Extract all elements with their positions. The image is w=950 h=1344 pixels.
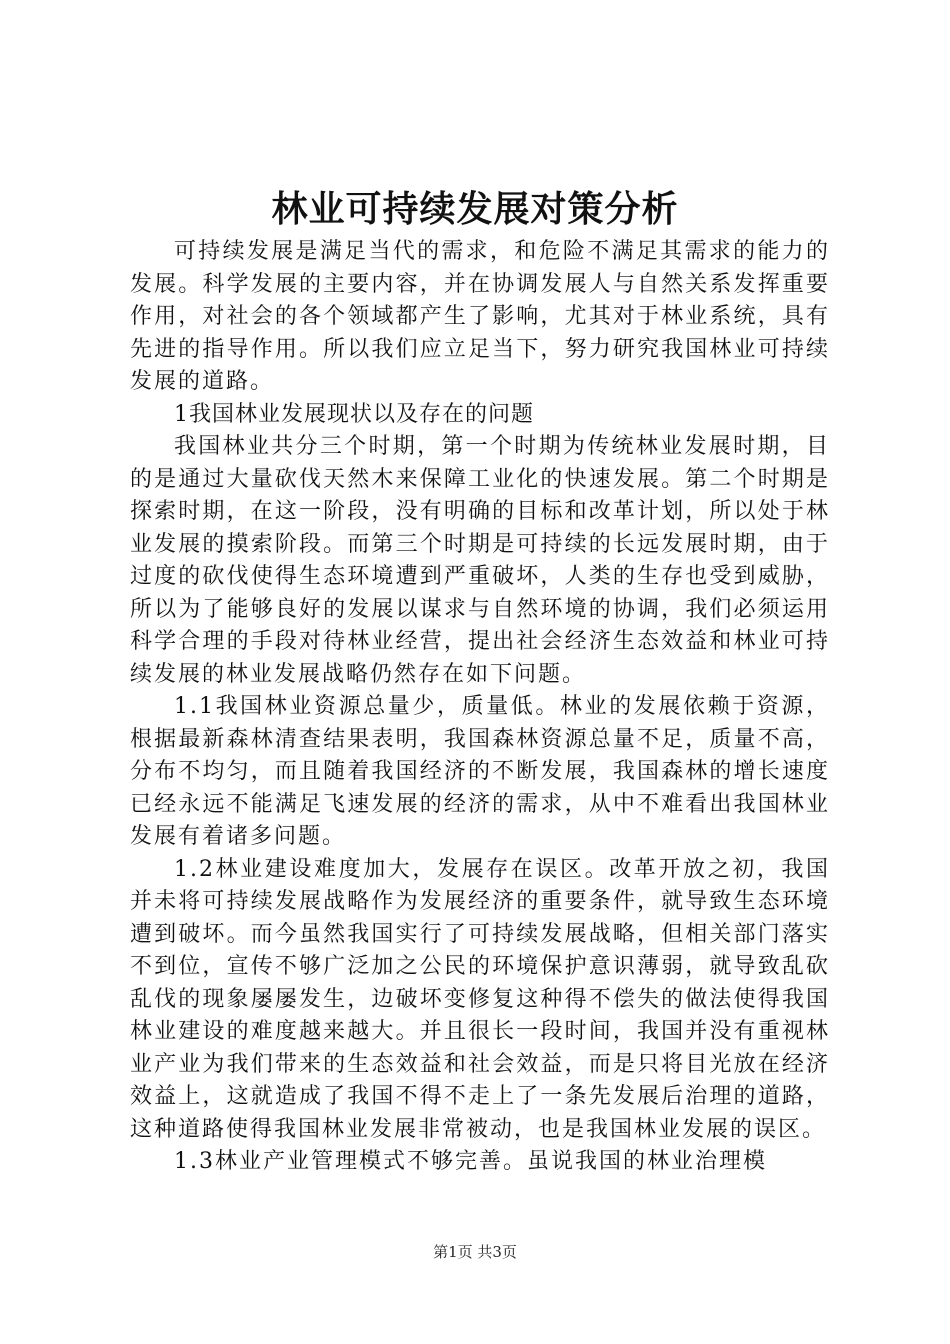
document-body <box>130 236 830 1179</box>
paragraph-1-3: 1.3林业产业管理模式不够完善。虽说我国的林业治理模 <box>174 1149 767 1174</box>
paragraph-intro: 可持续发展是满足当代的需求，和危险不满足其需求的能力的发展。科学发展的主要内容，并在协调发展人与自然关系发挥重要作用，对社会的各个领域都产生了影响，尤其对于林业系统，具有先进的指导作用。所以我们应立足当下，努力研究我国林业可持续发展的道路。 <box>130 239 830 394</box>
paragraph-1-2: 1.2林业建设难度加大，发展存在误区。改革开放之初，我国并未将可持续发展战略作为发展经济的重要条件，就导致生态环境遭到破坏。而今虽然我国实行了可持续发展战略，但相关部门落实不到位，宣传不够广泛加之公民的环境保护意识薄弱，就导致乱砍乱伐的现象屡屡发生，边破坏变修复这种得不偿失的做法使得我国林业建设的难度越来越大。并且很长一段时间，我国并没有重视林业产业为我们带来的生态效益和社会效益，而是只将目光放在经济效益上，这就造成了我国不得不走上了一条先发展后治理的道路，这种道路使得我国林业发展非常被动，也是我国林业发展的误区。 <box>130 856 830 1142</box>
document-title: 林业可持续发展对策分析 <box>271 188 679 230</box>
page-footer: 第1页 共3页 <box>433 1243 517 1261</box>
paragraph-periods: 我国林业共分三个时期，第一个时期为传统林业发展时期，目的是通过大量砍伐天然木来保障工业化的快速发展。第二个时期是探索时期，在这一阶段，没有明确的目标和改革计划，所以处于林业发展的摸索阶段。而第三个时期是可持续的长远发展时期，由于过度的砍伐使得生态环境遭到严重破坏，人类的生存也受到威胁，所以为了能够良好的发展以谋求与自然环境的协调，我们必须运用科学合理的手段对待林业经营，提出社会经济生态效益和林业可持续发展的林业发展战略仍然存在如下问题。 <box>130 434 830 687</box>
section-heading-1: 1我国林业发展现状以及存在的问题 <box>174 401 534 427</box>
paragraph-1-1: 1.1我国林业资源总量少，质量低。林业的发展依赖于资源，根据最新森林清查结果表明，我国森林资源总量不足，质量不高，分布不均匀，而且随着我国经济的不断发展，我国森林的增长速度已经永远不能满足飞速发展的经济的需求，从中不难看出我国林业发展有着诸多问题。 <box>130 694 830 849</box>
